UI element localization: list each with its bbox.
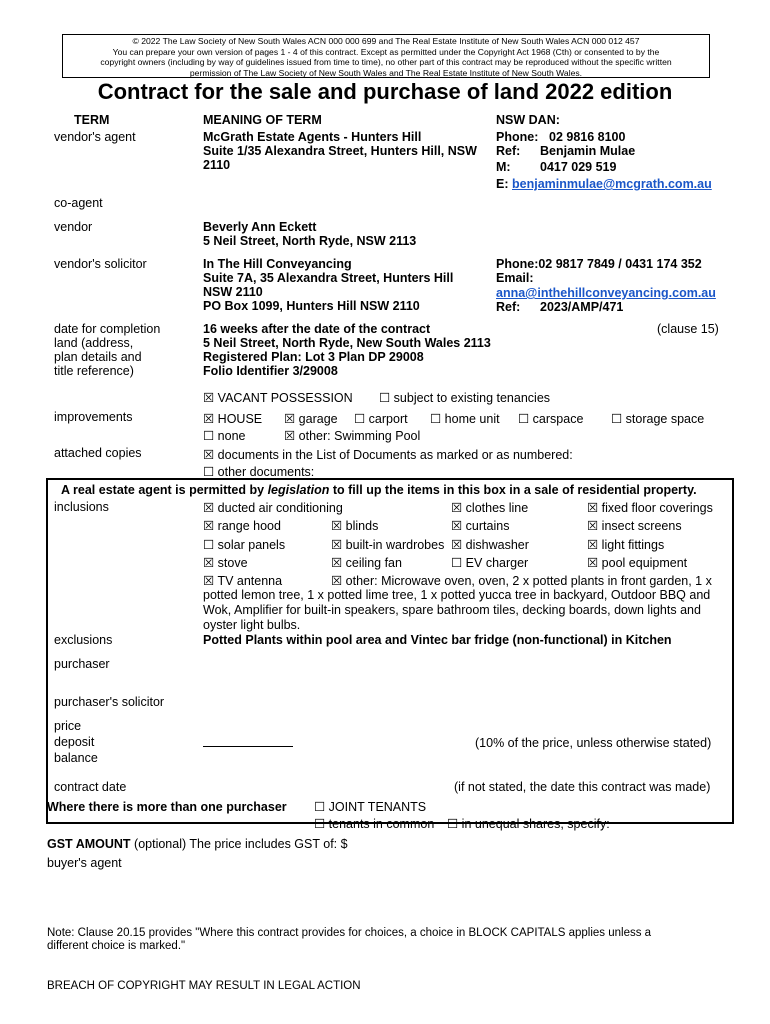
- carport-checkbox[interactable]: ☐ carport: [354, 412, 408, 426]
- exclusions-value: Potted Plants within pool area and Vintec bar fridge (non-functional) in Kitchen: [203, 633, 672, 647]
- joint-tenants-checkbox[interactable]: ☐ JOINT TENANTS: [314, 800, 427, 814]
- inclusion-checkbox[interactable]: ☒ insect screens: [587, 519, 682, 533]
- agent-phone: 02 9816 8100: [549, 130, 626, 144]
- documents-list-checkbox[interactable]: ☒ documents in the List of Documents as marked or as numbered:: [203, 448, 573, 462]
- solicitor-email-label: Email:: [496, 271, 534, 285]
- completion-label: date for completion: [54, 322, 161, 336]
- inclusion-checkbox[interactable]: ☒ curtains: [451, 519, 510, 533]
- buyers-agent-label: buyer's agent: [47, 856, 122, 870]
- nsw-dan-header: NSW DAN:: [496, 113, 560, 127]
- solicitor-email-link[interactable]: anna@inthehillconveyancing.com.au: [496, 286, 716, 300]
- vendors-agent-name: McGrath Estate Agents - Hunters Hill: [203, 130, 422, 144]
- meaning-header: MEANING OF TERM: [203, 113, 322, 127]
- existing-tenancies-checkbox[interactable]: ☐ subject to existing tenancies: [379, 391, 551, 405]
- agent-ref: Benjamin Mulae: [540, 144, 636, 158]
- agent-phone-label: Phone:: [496, 130, 539, 144]
- solicitor-ref: 2023/AMP/471: [540, 300, 624, 314]
- exclusions-label: exclusions: [54, 633, 113, 647]
- unequal-shares-checkbox[interactable]: ☐ in unequal shares, specify:: [447, 817, 610, 831]
- page-title: Contract for the sale and purchase of land 2022 edition: [97, 79, 673, 104]
- inclusion-checkbox[interactable]: ☐ EV charger: [451, 556, 529, 570]
- solicitor-name: In The Hill Conveyancing: [203, 257, 352, 271]
- other-inclusions-line-4: oyster light bulbs.: [203, 618, 301, 632]
- vendors-agent-label: vendor's agent: [54, 130, 136, 144]
- land-label: land (address,: [54, 336, 134, 350]
- home-unit-checkbox[interactable]: ☐ home unit: [430, 412, 500, 426]
- copyright-line-2: You can prepare your own version of pages 1 - 4 of this contract. Except as permitted under the Copyright Act 1968 (Cth) or consented to by the: [112, 46, 660, 57]
- agent-box-heading-pre: A real estate agent is permitted by: [61, 483, 268, 497]
- solicitor-address-2: NSW 2110: [203, 285, 263, 299]
- gst-amount: [47, 837, 348, 851]
- agent-mobile-label: M:: [496, 160, 511, 174]
- gst-amount-text: (optional) The price includes GST of: $: [130, 837, 348, 851]
- vendor-label: vendor: [54, 220, 93, 234]
- tv-antenna-checkbox[interactable]: ☒ TV antenna: [203, 574, 283, 588]
- storage-space-checkbox[interactable]: ☐ storage space: [611, 412, 705, 426]
- copyright-line-3: copyright owners (including by way of guidelines issued from time to time), no other part of this contract may be reproduced without the specific written: [100, 57, 672, 68]
- clause-reference: (clause 15): [657, 322, 719, 336]
- inclusions-label: inclusions: [54, 500, 109, 514]
- completion-date: 16 weeks after the date of the contract: [203, 322, 431, 336]
- copyright-line-1: © 2022 The Law Society of New South Wales ACN 000 000 699 and The Real Estate Institute of New South Wales ACN 000 012 457: [132, 36, 640, 46]
- vendors-solicitor-label: vendor's solicitor: [54, 257, 147, 271]
- copyright-warning-footer: BREACH OF COPYRIGHT MAY RESULT IN LEGAL ACTION: [47, 980, 361, 992]
- agent-ref-label: Ref:: [496, 144, 521, 158]
- agent-box-heading: [61, 483, 697, 497]
- price-label: price: [54, 719, 82, 733]
- land-address: 5 Neil Street, North Ryde, New South Wales 2113: [203, 336, 491, 350]
- agent-box-heading-post: to fill up the items in this box in a sale of residential property.: [329, 483, 697, 497]
- inclusion-checkbox[interactable]: ☒ blinds: [331, 519, 379, 533]
- inclusion-checkbox[interactable]: ☐ solar panels: [203, 538, 286, 552]
- other-inclusions-line-3: Wok, Amplifier for built-in speakers, spare bathroom tiles, decking boards, down lights and: [203, 603, 701, 617]
- note-line-2: different choice is marked.": [47, 940, 186, 952]
- inclusion-checkbox[interactable]: ☒ ceiling fan: [331, 556, 402, 570]
- inclusion-checkbox[interactable]: ☒ built-in wardrobes: [331, 538, 445, 552]
- agent-email-label: E:: [496, 177, 509, 191]
- agent-email-link[interactable]: benjaminmulae@mcgrath.com.au: [512, 177, 712, 191]
- contract-date-label: contract date: [54, 780, 127, 794]
- folio-identifier: Folio Identifier 3/29008: [203, 364, 338, 378]
- other-inclusions-line-2: potted lemon tree, 1 x potted lime tree, 1 x potted yucca tree in backyard, Outdoor BBQ and: [203, 588, 711, 602]
- contract-date-note: (if not stated, the date this contract was made): [454, 780, 711, 794]
- vendor-name: Beverly Ann Eckett: [203, 220, 317, 234]
- co-agent-label: co-agent: [54, 196, 103, 210]
- tenants-in-common-checkbox[interactable]: ☐ tenants in common: [314, 817, 435, 831]
- copyright-notice: [62, 34, 710, 78]
- inclusion-checkbox[interactable]: ☒ range hood: [203, 519, 281, 533]
- inclusion-checkbox[interactable]: ☒ clothes line: [451, 501, 529, 515]
- purchasers-solicitor-label: purchaser's solicitor: [54, 695, 165, 709]
- deposit-label: deposit: [54, 735, 95, 749]
- garage-checkbox[interactable]: ☒ garage: [284, 412, 338, 426]
- agent-box-heading-legislation: legislation: [267, 483, 330, 497]
- agent-mobile: 0417 029 519: [540, 160, 617, 174]
- solicitor-phone: Phone:02 9817 7849 / 0431 174 352: [496, 257, 702, 271]
- multiple-purchaser-label: Where there is more than one purchaser: [47, 800, 287, 814]
- improvements-label: improvements: [54, 410, 133, 424]
- attached-copies-label: attached copies: [54, 446, 142, 460]
- copyright-line-4: permission of The Law Society of New South Wales and The Real Estate Institute of New South Wales.: [189, 67, 583, 78]
- inclusion-checkbox[interactable]: ☒ ducted air conditioning: [203, 501, 343, 515]
- plan-details-label: plan details and: [54, 350, 142, 364]
- inclusion-checkbox[interactable]: ☒ light fittings: [587, 538, 665, 552]
- solicitor-po-box: PO Box 1099, Hunters Hill NSW 2110: [203, 299, 420, 313]
- solicitor-address-1: Suite 7A, 35 Alexandra Street, Hunters Hill: [203, 271, 454, 285]
- other-improvement-checkbox[interactable]: ☒ other: Swimming Pool: [284, 429, 421, 443]
- solicitor-ref-label: Ref:: [496, 300, 521, 314]
- inclusion-checkbox[interactable]: ☒ pool equipment: [587, 556, 688, 570]
- inclusion-checkbox[interactable]: ☒ stove: [203, 556, 248, 570]
- term-header: TERM: [74, 113, 110, 127]
- vacant-possession-checkbox[interactable]: ☒ VACANT POSSESSION: [203, 391, 353, 405]
- other-documents-checkbox[interactable]: ☐ other documents:: [203, 465, 315, 479]
- note-line-1: Note: Clause 20.15 provides "Where this contract provides for choices, a choice in BLOCK CAPITALS applies unless a: [47, 927, 652, 939]
- vendors-agent-postcode: 2110: [203, 158, 231, 172]
- carspace-checkbox[interactable]: ☐ carspace: [518, 412, 584, 426]
- none-checkbox[interactable]: ☐ none: [203, 429, 246, 443]
- balance-label: balance: [54, 751, 98, 765]
- title-reference-label: title reference): [54, 364, 134, 378]
- other-inclusions-checkbox[interactable]: ☒ other: Microwave oven, oven, 2 x potted plants in front garden, 1 x: [331, 574, 712, 588]
- deposit-note: (10% of the price, unless otherwise stated): [475, 736, 712, 750]
- deposit-field[interactable]: [203, 746, 293, 747]
- house-checkbox[interactable]: ☒ HOUSE: [203, 412, 263, 426]
- vendors-agent-address: Suite 1/35 Alexandra Street, Hunters Hill, NSW: [203, 144, 477, 158]
- inclusion-checkbox[interactable]: ☒ dishwasher: [451, 538, 529, 552]
- inclusion-checkbox[interactable]: ☒ fixed floor coverings: [587, 501, 713, 515]
- registered-plan: Registered Plan: Lot 3 Plan DP 29008: [203, 350, 424, 364]
- vendor-address: 5 Neil Street, North Ryde, NSW 2113: [203, 234, 417, 248]
- purchaser-label: purchaser: [54, 657, 110, 671]
- gst-amount-label: GST AMOUNT: [47, 837, 131, 851]
